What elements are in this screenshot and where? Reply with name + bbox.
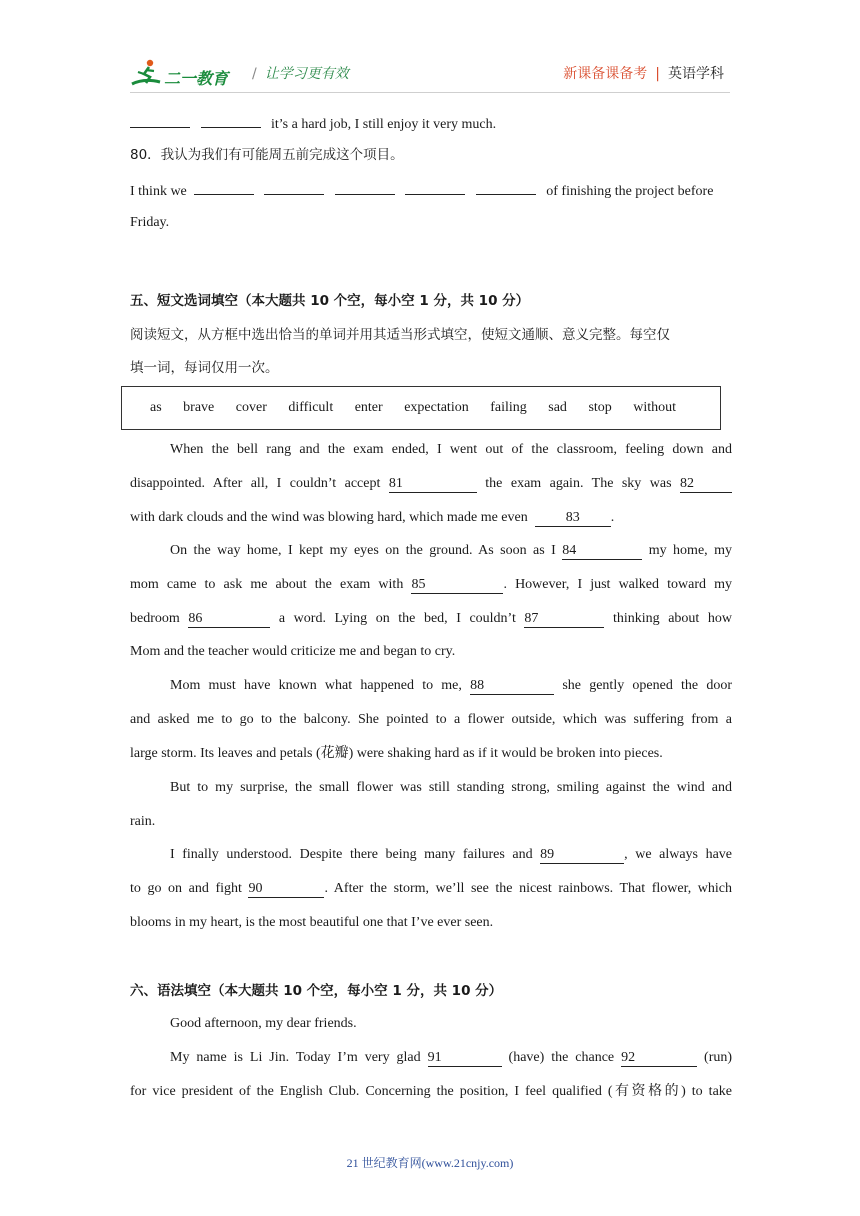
answer-blank-87[interactable]: 87 <box>524 610 604 628</box>
logo-text: 二一教育 <box>164 69 229 88</box>
answer-blank-83[interactable]: 83 <box>535 509 611 527</box>
slogan: / 让学习更有效 <box>252 66 349 82</box>
word-bank-item: brave <box>183 400 215 415</box>
page-footer: 21 世纪教育网(www.21cnjy.com) <box>346 1156 514 1170</box>
page-header <box>130 54 730 94</box>
passage-line: bedroom 86 a word. Lying on the bed, I couldn’t 87 thinking about how <box>130 611 732 626</box>
passage-line: I finally understood. Despite there being many failures and 89 , we always have <box>170 847 732 862</box>
answer-blank[interactable] <box>194 179 254 195</box>
section5-title: 五、短文选词填空（本大题共 10 个空，每小空 1 分，共 10 分） <box>130 293 530 309</box>
answer-blank-90[interactable]: 90 <box>248 880 324 898</box>
section5-instruction: 阅读短文，从方框中选出恰当的单词并用其适当形式填空，使短文通顺、意义完整。每空仅 <box>130 327 670 343</box>
passage-line: mom came to ask me about the exam with 85 . However, I just walked toward my <box>130 577 732 592</box>
answer-blank[interactable] <box>130 112 190 128</box>
passage-line: Mom must have known what happened to me, 88 she gently opened the door <box>170 678 733 693</box>
passage-line: with dark clouds and the wind was blowing hard, which made me even 83 . <box>130 510 615 525</box>
runner-logo-icon <box>130 58 164 88</box>
q80-continuation: Friday. <box>130 215 170 230</box>
passage-line: rain. <box>130 814 156 829</box>
word-bank-item: difficult <box>288 400 334 415</box>
answer-blank[interactable] <box>264 179 324 195</box>
answer-blank-85[interactable]: 85 <box>411 576 503 594</box>
q80-answer-line: I think we of finishing the project before <box>130 179 732 202</box>
word-bank-item: stop <box>588 400 612 415</box>
answer-blank-82[interactable]: 82 <box>680 475 732 493</box>
passage-line: On the way home, I kept my eyes on the ground. As soon as I 84 my home, my <box>170 543 733 558</box>
word-bank-item: without <box>633 400 677 415</box>
passage-line: Mom and the teacher would criticize me and began to cry. <box>130 644 456 659</box>
passage-line: But to my surprise, the small flower was still standing strong, smiling against the wind and <box>170 780 732 795</box>
answer-blank-92[interactable]: 92 <box>621 1049 697 1067</box>
word-bank-item: cover <box>235 400 267 415</box>
answer-blank[interactable] <box>335 179 395 195</box>
q79-line: it’s a hard job, I still enjoy it very much. <box>130 112 732 135</box>
answer-blank[interactable] <box>405 179 465 195</box>
answer-blank-91[interactable]: 91 <box>428 1049 502 1067</box>
passage-line: to go on and fight 90 . After the storm, we’ll see the nicest rainbows. That flower, which <box>130 881 733 896</box>
q80-prompt: 80．我认为我们有可能周五前完成这个项目。 <box>130 147 404 163</box>
passage-line: disappointed. After all, I couldn’t accept 81 the exam again. The sky was 82 <box>130 474 732 494</box>
passage-line: for vice president of the English Club. Concerning the position, I feel qualified (有资格的) to take <box>130 1084 732 1099</box>
passage-line: When the bell rang and the exam ended, I went out of the classroom, feeling down and <box>170 442 732 457</box>
answer-blank-81[interactable]: 81 <box>389 475 477 493</box>
header-tag-course: 新课备课备考 <box>563 66 648 82</box>
answer-blank-89[interactable]: 89 <box>540 846 624 864</box>
passage-line: Good afternoon, my dear friends. <box>170 1016 357 1031</box>
header-divider <box>130 92 730 93</box>
answer-blank[interactable] <box>476 179 536 195</box>
section5-instruction: 填一词，每词仅用一次。 <box>130 360 279 376</box>
passage-line: blooms in my heart, is the most beautiful one that I’ve ever seen. <box>130 915 494 930</box>
answer-blank-84[interactable]: 84 <box>562 542 642 560</box>
header-tag-subject: 英语学科 <box>668 66 724 82</box>
answer-blank-88[interactable]: 88 <box>470 677 554 695</box>
header-tags <box>563 63 724 83</box>
header-separator: | <box>655 66 660 82</box>
answer-blank[interactable] <box>201 112 261 128</box>
word-bank-item: enter <box>354 400 383 415</box>
passage-line: large storm. Its leaves and petals (花瓣) were shaking hard as if it would be broken into pieces. <box>130 746 663 761</box>
word-bank-item: sad <box>548 400 567 415</box>
section6-title: 六、语法填空（本大题共 10 个空，每小空 1 分，共 10 分） <box>130 983 503 999</box>
passage-line: and asked me to go to the balcony. She pointed to a flower outside, which was suffering from a <box>130 712 732 727</box>
word-bank-box <box>121 386 721 430</box>
word-bank-item: failing <box>490 400 527 415</box>
word-bank <box>150 400 694 416</box>
word-bank-item: as <box>150 400 162 415</box>
answer-blank-86[interactable]: 86 <box>188 610 270 628</box>
word-bank-item: expectation <box>404 400 469 415</box>
passage-line: My name is Li Jin. Today I’m very glad 91 (have) the chance 92 (run) <box>170 1050 733 1065</box>
